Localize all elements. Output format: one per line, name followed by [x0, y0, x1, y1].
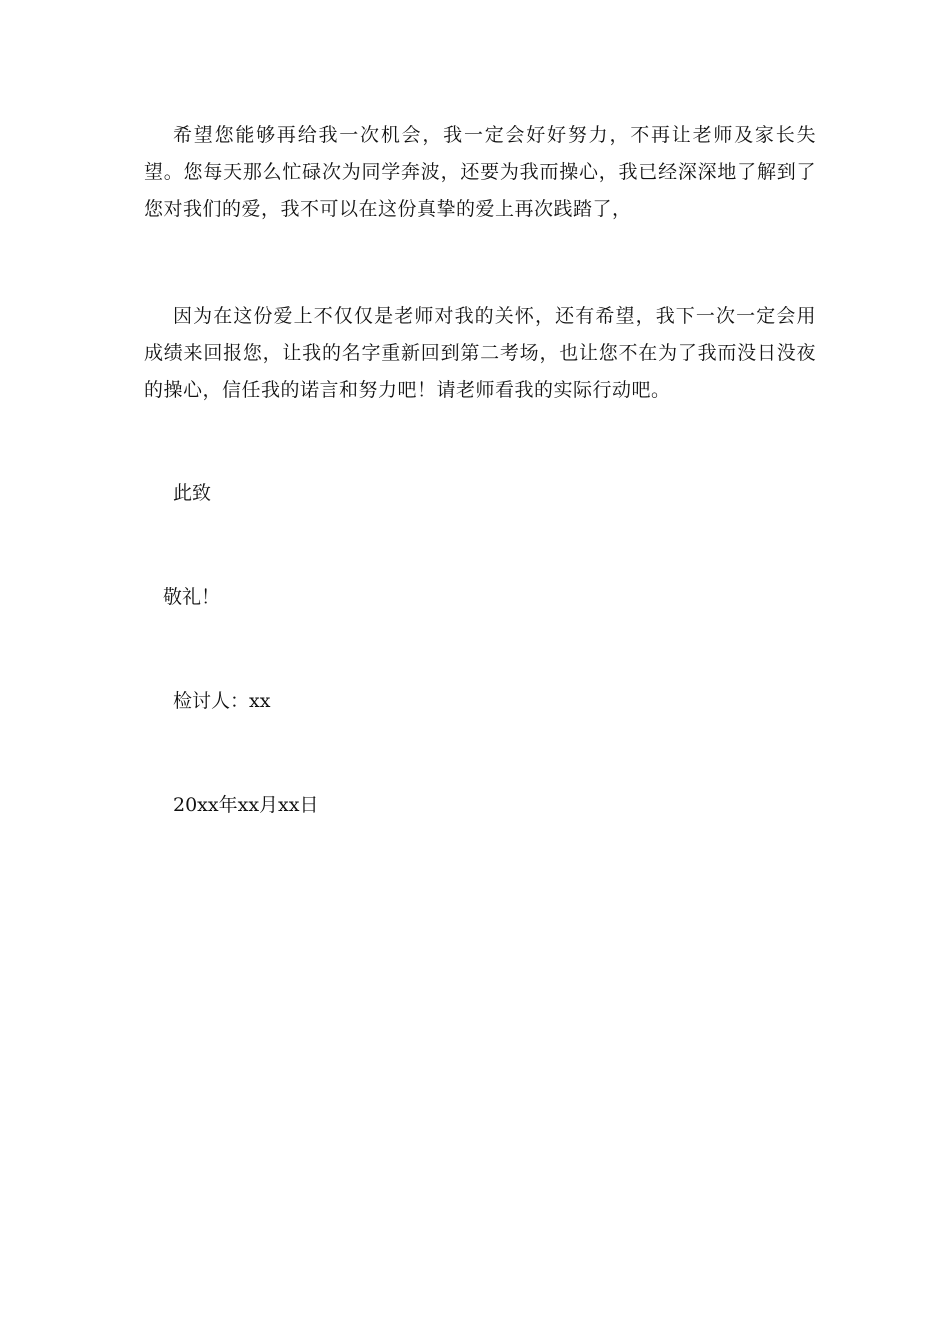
date-line: 20xx年xx月xx日: [173, 794, 319, 816]
letter-paragraph-2: 因为在这份爱上不仅仅是老师对我的关怀，还有希望，我下一次一定会用成绩来回报您，让我的名字重新回到第二考场，也让您不在为了我而没日没夜的操心，信任我的诺言和努力吧！请老师看我的实际行动吧。: [144, 305, 816, 401]
letter-paragraph-1: 希望您能够再给我一次机会，我一定会好好努力，不再让老师及家长失望。您每天那么忙碌次为同学奔波，还要为我而操心，我已经深深地了解到了您对我们的爱，我不可以在这份真挚的爱上再次践踏了，: [144, 124, 816, 220]
signature-line: 检讨人：xx: [173, 690, 271, 712]
closing-regards: 敬礼！: [163, 586, 221, 608]
closing-salutation: 此致: [173, 482, 212, 504]
